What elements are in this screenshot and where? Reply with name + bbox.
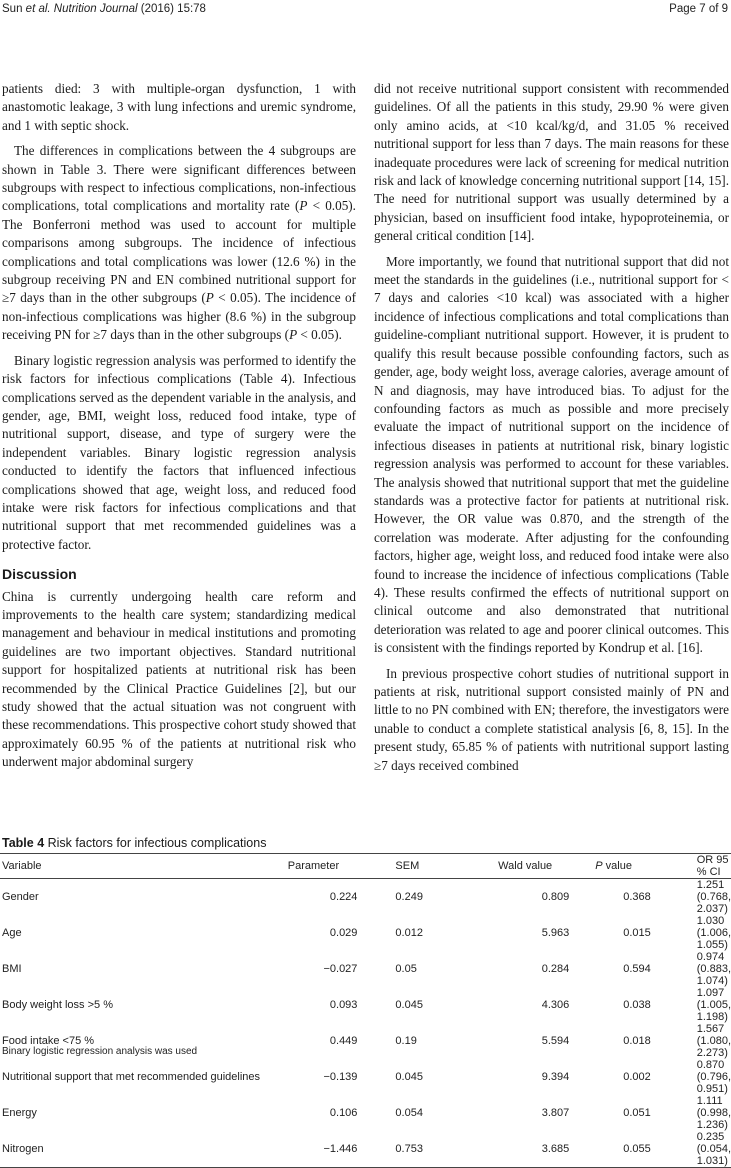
header-variable: Variable xyxy=(2,860,42,872)
citation-etal: et al. xyxy=(25,3,51,15)
cell-p-value: 0.015 xyxy=(623,927,651,939)
cell-wald: 4.306 xyxy=(541,999,570,1011)
p-symbol: P xyxy=(299,198,308,214)
cell-sem: 0.753 xyxy=(395,1143,423,1155)
cell-p-value: 0.368 xyxy=(623,891,651,903)
cell-or: 0.870 (0.796, 0.951) xyxy=(696,1059,731,1095)
table-row xyxy=(0,1095,731,1131)
left-column xyxy=(2,80,356,779)
table-header-row xyxy=(0,854,731,879)
cell-variable: Food intake <75 % xyxy=(2,1035,95,1047)
cell-or: 1.251 (0.768, 2.037) xyxy=(696,879,731,915)
table-label: Table 4 xyxy=(2,836,45,850)
cell-parameter: −0.027 xyxy=(323,963,358,975)
header-sem: SEM xyxy=(395,860,420,872)
paragraph: China is currently undergoing health care reform and improvements to the health care system; standardizing medical management and behaviour in medical institutions and promoting guidelines are two important objectives. Standard nutritional support for hospitalized patients at nutritional risk has been recommended by the Clinical Practice Guidelines [2], but our study showed that the actual situation was not congruent with these recommendations. This prospective cohort study showed that approximately 60.95 % of the patients at nutritional risk who underwent major abdominal surgery xyxy=(2,588,356,770)
cell-or: 0.235 (0.054, 1.031) xyxy=(696,1131,731,1167)
paragraph: More importantly, we found that nutritional support that did not meet the standards in the guidelines (i.e., nutritional support for < 7 days and calories <10 kcal) was associated with a higher incidence of infectious complications and total complications than guideline-compliant nutritional support. However, it is prudent to qualify this result because possible confounding factors, such as gender, age, body weight loss, average calories, average amount of N and diagnosis, may have introduced bias. To adjust for the confounding factors as much as possible and more precisely evaluate the impact of nutritional support on the incidence of infectious diseases in patients at nutritional risk, binary logistic regression analysis was performed to account for these variables. The analysis showed that nutritional support that met the guideline standards was a protective factor for patients at nutritional risk. However, the OR value was 0.870, and the strength of the correlation was moderate. After adjusting for the confounding factors, higher age, weight loss, and reduced food intake were also found to increase the incidence of infectious complications (Table 4). These results confirmed the effects of nutritional support on clinical outcome and also demonstrated that nutritional deterioration was related to age and poorer clinical outcomes. This is consistent with the findings reported by Kondrup et al. [16]. xyxy=(374,253,729,656)
paragraph: did not receive nutritional support consistent with recommended guidelines. Of all the patients in this study, 29.90 % were given only amino acids, at <10 kcal/kg/d, and 31.05 % received nutritional support for less than 7 days. The main reasons for these inadequate procedures were lack of screening for medical nutrition risk and lack of knowledge concerning nutritional support [14, 15]. The need for nutritional support was usually determined by a physician, based on insufficient food intake, hypoproteinemia, or general critical condition [14]. xyxy=(374,81,729,244)
cell-variable: BMI xyxy=(2,963,22,975)
cell-parameter: −0.139 xyxy=(323,1071,358,1083)
table-row xyxy=(0,915,731,951)
paragraph: patients died: 3 with multiple-organ dysfunction, 1 with anastomotic leakage, 3 with lung infections and uremic syndrome, and 1 with septic shock. xyxy=(2,81,356,133)
cell-wald: 3.685 xyxy=(541,1143,570,1155)
cell-sem: 0.054 xyxy=(395,1107,423,1119)
risk-factors-table xyxy=(0,853,731,1168)
paragraph xyxy=(2,142,356,344)
cell-sem: 0.045 xyxy=(395,1071,423,1083)
table-row xyxy=(0,1059,731,1095)
header-p-suffix: value xyxy=(602,860,632,872)
text-span: The differences in complications between the 4 subgroups are shown in Table 3. There were significant differences between subgroups with respect to infectious complications, non-infectious complications, total complications and mortality rate ( xyxy=(2,143,356,214)
cell-wald: 0.809 xyxy=(541,891,570,903)
cell-sem: 0.012 xyxy=(395,927,423,939)
table-body xyxy=(0,879,731,1168)
header-p-value xyxy=(569,854,650,879)
right-column xyxy=(374,80,729,782)
cell-wald: 3.807 xyxy=(541,1107,570,1119)
cell-p-value: 0.018 xyxy=(623,1035,651,1047)
header-wald: Wald value xyxy=(498,860,553,872)
citation xyxy=(2,3,206,15)
cell-wald: 5.594 xyxy=(541,1035,570,1047)
header-parameter: Parameter xyxy=(287,860,340,872)
cell-parameter: 0.224 xyxy=(329,891,358,903)
cell-variable: Body weight loss >5 % xyxy=(2,999,113,1011)
paragraph: Binary logistic regression analysis was performed to identify the risk factors for infectious complications (Table 4). Infectious complications served as the dependent variable in the analysis, and gender, age, BMI, weight loss, reduced food intake, type of nutritional support, disease, and type of surgery were the independent variables. Binary logistic regression analysis conducted to identify the factors that influenced infectious complications showed that age, weight loss, and reduced food intake were risk factors for infectious complications and that nutritional support that met recommended guidelines was a protective factor. xyxy=(2,352,356,552)
cell-variable: Gender xyxy=(2,891,39,903)
cell-sem: 0.19 xyxy=(395,1035,417,1047)
cell-sem: 0.249 xyxy=(395,891,423,903)
p-symbol: P xyxy=(595,860,603,872)
table-row xyxy=(0,1131,731,1168)
cell-wald: 5.963 xyxy=(541,927,570,939)
table-footnote: Binary logistic regression analysis was used xyxy=(2,1046,198,1057)
paragraph: In previous prospective cohort studies of nutritional support in patients at risk, nutritional support consisted mainly of PN and little to no PN combined with EN; therefore, the investigators were unable to conduct a complete statistical analysis [6, 8, 15]. In the present study, 65.85 % of patients with nutritional support lasting ≥7 days received combined xyxy=(374,665,729,773)
cell-p-value: 0.051 xyxy=(623,1107,651,1119)
cell-sem: 0.045 xyxy=(395,999,423,1011)
p-symbol: P xyxy=(289,327,298,343)
citation-volume: (2016) 15:78 xyxy=(137,3,206,15)
header-or: OR 95 % CI xyxy=(696,854,729,878)
cell-sem: 0.05 xyxy=(395,963,417,975)
cell-or: 0.974 (0.883, 1.074) xyxy=(696,951,731,987)
cell-parameter: −1.446 xyxy=(323,1143,358,1155)
cell-or: 1.097 (1.005, 1.198) xyxy=(696,987,731,1023)
running-header xyxy=(0,3,731,19)
citation-authors: Sun xyxy=(2,3,26,15)
text-span: < 0.05). xyxy=(297,327,342,343)
cell-variable: Nutritional support that met recommended guidelines xyxy=(2,1071,261,1083)
cell-p-value: 0.038 xyxy=(623,999,651,1011)
section-heading: Discussion xyxy=(2,566,77,583)
table-caption xyxy=(2,836,266,850)
cell-wald: 0.284 xyxy=(541,963,570,975)
cell-or: 1.030 (1.006, 1.055) xyxy=(696,915,731,951)
cell-p-value: 0.002 xyxy=(623,1071,651,1083)
cell-parameter: 0.093 xyxy=(329,999,358,1011)
cell-variable: Energy xyxy=(2,1107,37,1119)
cell-p-value: 0.055 xyxy=(623,1143,651,1155)
page-number: Page 7 of 9 xyxy=(669,3,728,15)
cell-parameter: 0.449 xyxy=(329,1035,358,1047)
cell-variable: Nitrogen xyxy=(2,1143,44,1155)
table-row xyxy=(0,987,731,1023)
cell-or: 1.567 (1.080, 2.273) xyxy=(696,1023,731,1059)
cell-variable: Age xyxy=(2,927,22,939)
cell-parameter: 0.106 xyxy=(329,1107,358,1119)
table-row xyxy=(0,879,731,916)
table-title: Risk factors for infectious complications xyxy=(44,836,267,850)
cell-p-value: 0.594 xyxy=(623,963,651,975)
cell-or: 1.111 (0.998, 1.236) xyxy=(696,1095,731,1131)
text-span: < 0.05). The Bonferroni method was used to account for multiple comparisons among subgroups. The incidence of infectious complications and total complications was lower (12.6 %) in the subgroup receiving PN and EN combined nutritional support for ≥7 days than in the other subgroups ( xyxy=(2,198,356,306)
text-span: < 0.05). The incidence of non-infectious complications was higher (8.6 %) in the subgroup receiving PN for ≥7 days than in the other subgroups ( xyxy=(2,290,356,343)
cell-parameter: 0.029 xyxy=(329,927,358,939)
cell-wald: 9.394 xyxy=(541,1071,570,1083)
p-symbol: P xyxy=(205,290,214,306)
citation-journal: Nutrition Journal xyxy=(50,3,138,15)
table-row xyxy=(0,951,731,987)
